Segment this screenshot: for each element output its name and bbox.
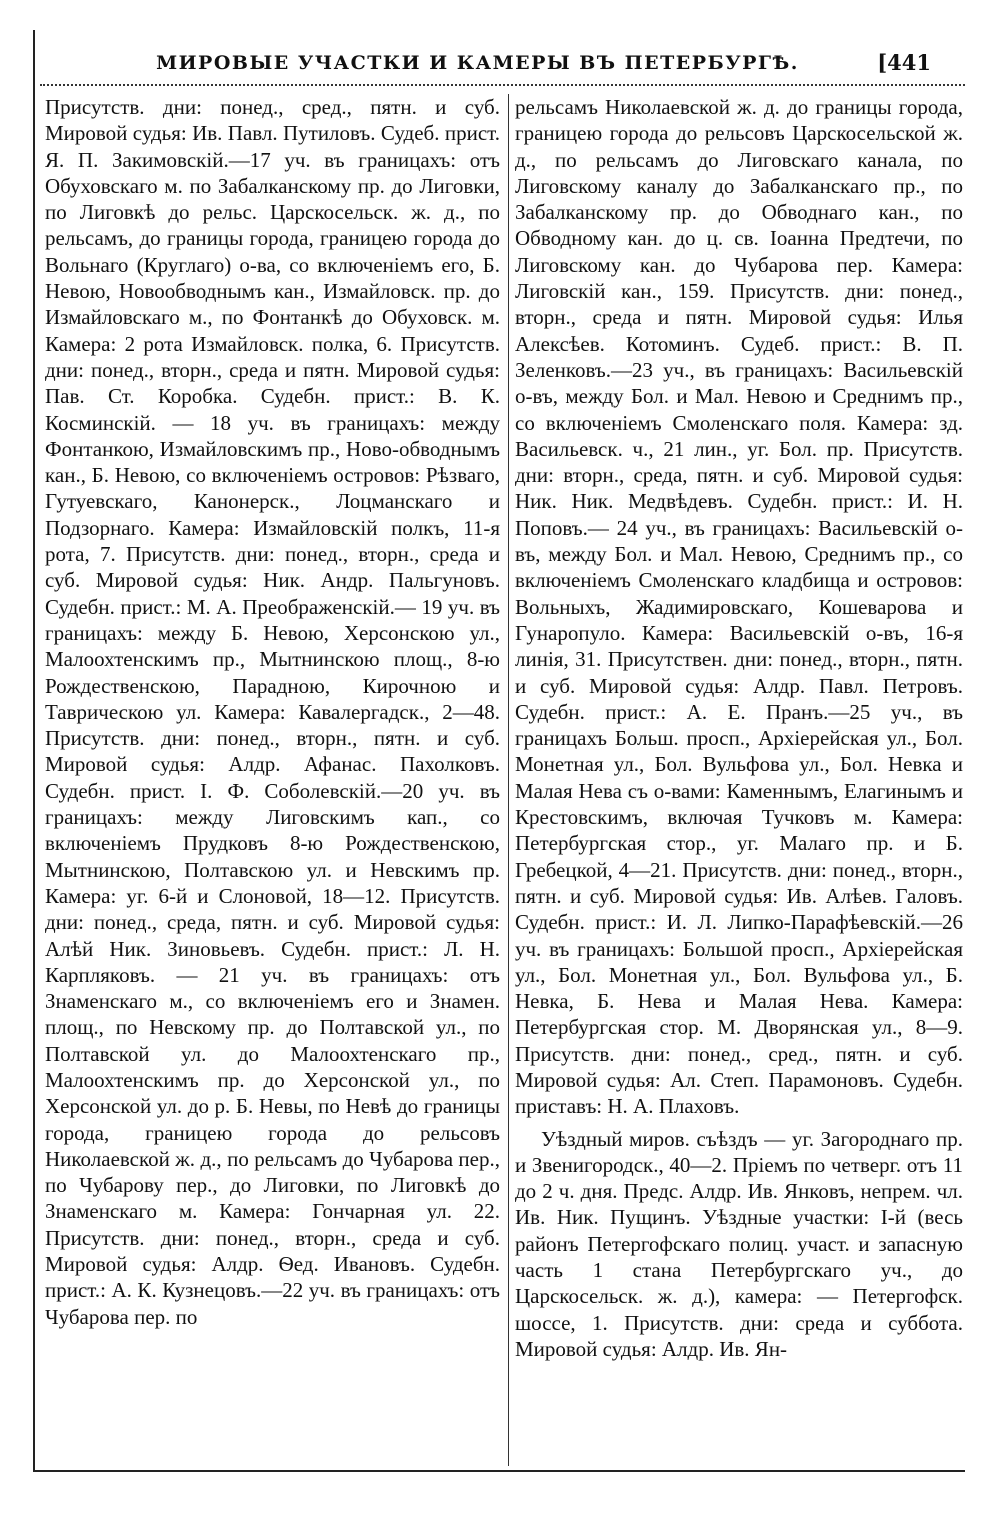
page-frame-left [33, 30, 35, 1470]
page-frame-bottom [33, 1470, 965, 1472]
left-column [45, 94, 500, 1466]
page-number: [441 [877, 50, 931, 75]
column-divider [508, 94, 509, 1466]
page-header [40, 52, 975, 86]
right-column [515, 94, 963, 1466]
left-column-text: Присутств. дни: понед., сред., пятн. и суб. Мировой судья: Ив. Павл. Путиловъ. Судеб. прист. Я. П. Закимовскій.—17 уч. въ границахъ: отъ Обуховскаго м. по Забалканскому пр. до Лиговки, по Лиговкѣ до рельс. Царскосельск. ж. д., по рельсамъ, до границы города, границею города до Вольнаго (Круглаго) о-ва, со включеніемъ его, Б. Невою, Новообводнымъ кан., Измайловск. пр. до Измайловскаго м., по Фонтанкѣ до Обуховск. м. Камера: 2 рота Измайловск. полка, 6. Присутств. дни: понед., вторн., среда и пятн. Мировой судья: Пав. Ст. Коробка. Судебн. прист.: В. К. Косминскій. — 18 уч. въ границахъ: между Фонтанкою, Измайловскимъ пр., Ново-обводнымъ кан., Б. Невою, со включеніемъ островов: Рѣзваго, Гутуевскаго, Канонерск., Лоцманскаго и Подзорнаго. Камера: Измайловскій полкъ, 11-я рота, 7. Присутств. дни: понед., вторн., среда и суб. Мировой судья: Ник. Андр. Пальгуновъ. Судебн. прист.: М. А. Преображенскій.— 19 уч. въ границахъ: между Б. Невою, Херсонскою ул., Малоохтенскимъ пр., Мытнинскою площ., 8-ю Рождественскою, Парадною, Кирочною и Таврическою ул. Камера: Кавалергадск., 2—48. Присутств. дни: понед., вторн., пятн. и суб. Мировой судья: Алдр. Афанас. Пахолковъ. Судебн. прист. І. Ф. Соболевскій.—20 уч. въ границахъ: между Лиговскимъ кап., со включеніемъ Прудковъ 8-ю Рождественскою, Мытнинскою, Полтавскою ул. и Невскимъ пр. Камера: уг. 6-й и Слоновой, 18—12. Присутств. дни: понед., среда, пятн. и суб. Мировой судья: Алѣй Ник. Зиновьевъ. Судебн. прист.: Л. Н. Карпляковъ. — 21 уч. въ границахъ: отъ Знаменскаго м., со включеніемъ его и Знамен. площ., по Невскому пр. до Полтавской ул., по Полтавской ул. до Малоохтенскаго пр., Малоохтенскимъ пр. до Херсонской ул., по Херсонской ул. до р. Б. Невы, по Невѣ до границы города, границею города до рельсовъ Николаевской ж. д., по рельсамъ до Чубарова пер., по Чубарову пер., до Лиговки, по Лиговкѣ до Знаменскаго м. Камера: Гончарная ул. 22. Присутств. дни: понед., вторн., среда и суб. Мировой судья: Алдр. Ѳед. Ивановъ. Судебн. прист.: А. К. Кузнецовъ.—22 уч. въ границахъ: отъ Чубарова пер. по [45, 95, 500, 1329]
page-title: МИРОВЫЕ УЧАСТКИ И КАМЕРЫ ВЪ ПЕТЕРБУРГѢ. [156, 52, 799, 74]
header-rule [40, 84, 965, 86]
right-column-text: рельсамъ Николаевской ж. д. до границы города, границею города до рельсовъ Царскосельской ж. д., по рельсамъ до Лиговскаго канала, по Лиговскому каналу до Забалканскаго пр., по Забалканскому пр. до Обводнаго кан., по Обводному кан. до ц. св. Іоанна Предтечи, по Лиговскому кан. до Чубарова пер. Камера: Лиговскій кан., 159. Присутств. дни: понед., вторн., среда и пятн. Мировой судья: Илья Алексѣев. Котоминъ. Судеб. прист.: В. П. Зеленковъ.—23 уч., въ границахъ: Васильевскій о-въ, между Бол. и Мал. Невою и Среднимъ пр., со включеніемъ Смоленскаго поля. Камера: зд. Васильевск. ч., 21 лин., уг. Бол. пр. Присутств. дни: вторн., среда, пятн. и суб. Мировой судья: Ник. Ник. Медвѣдевъ. Судебн. прист.: И. Н. Поповъ.— 24 уч., въ границахъ: Васильевскій о-въ, между Бол. и Мал. Невою, Среднимъ пр., со включеніемъ Смоленскаго кладбища и островов: Вольныхъ, Жадимировскаго, Кошеварова и Гунаропуло. Камера: Васильевскій о-въ, 16-я линія, 31. Присутствен. дни: понед., вторн., пятн. и суб. Мировой судья: Алдр. Павл. Петровъ. Судебн. прист.: А. Е. Пранъ.—25 уч., въ границахъ Больш. просп., Архіерейская ул., Бол. Монетная ул., Бол. Вульфова ул., Бол. Невка и Малая Нева съ о-вами: Каменнымъ, Елагинымъ и Крестовскимъ, включая Тучковъ м. Камера: Петербургская стор., уг. Малаго пр. и Б. Гребецкой, 4—21. Присутств. дни: понед., вторн., пятн. и суб. Мировой судья: Ив. Алѣев. Галовъ. Судебн. прист.: И. Л. Липко-Парафѣевскій.—26 уч. въ границахъ: Большой просп., Архіерейская ул., Бол. Монетная ул., Бол. Вульфова ул., Б. Невка, Б. Нева и Малая Нева. Камера: Петербургская стор. М. Дворянская ул., 8—9. Присутств. дни: понед., сред., пятн. и суб. Мировой судья: Ал. Степ. Парамоновъ. Судебн. приставъ: Н. А. Плаховъ. [515, 95, 963, 1119]
uezd-section-text: Уѣздный миров. съѣздъ — уг. Загороднаго пр. и Звенигородск., 40—2. Пріемъ по четверг. отъ 11 до 2 ч. дня. Предс. Алдр. Ив. Янковъ, непрем. чл. Ив. Ник. Пущинъ. Уѣздные участки: I-й (весь районъ Петергофскаго полиц. участ. и запасную часть 1 стана Петербургскаго уч., до Царскосельск. ж. д.), камера: — Петергофск. шоссе, 1. Присутств. дни: среда и суббота. Мировой судья: Алдр. Ив. Ян- [515, 1126, 963, 1361]
